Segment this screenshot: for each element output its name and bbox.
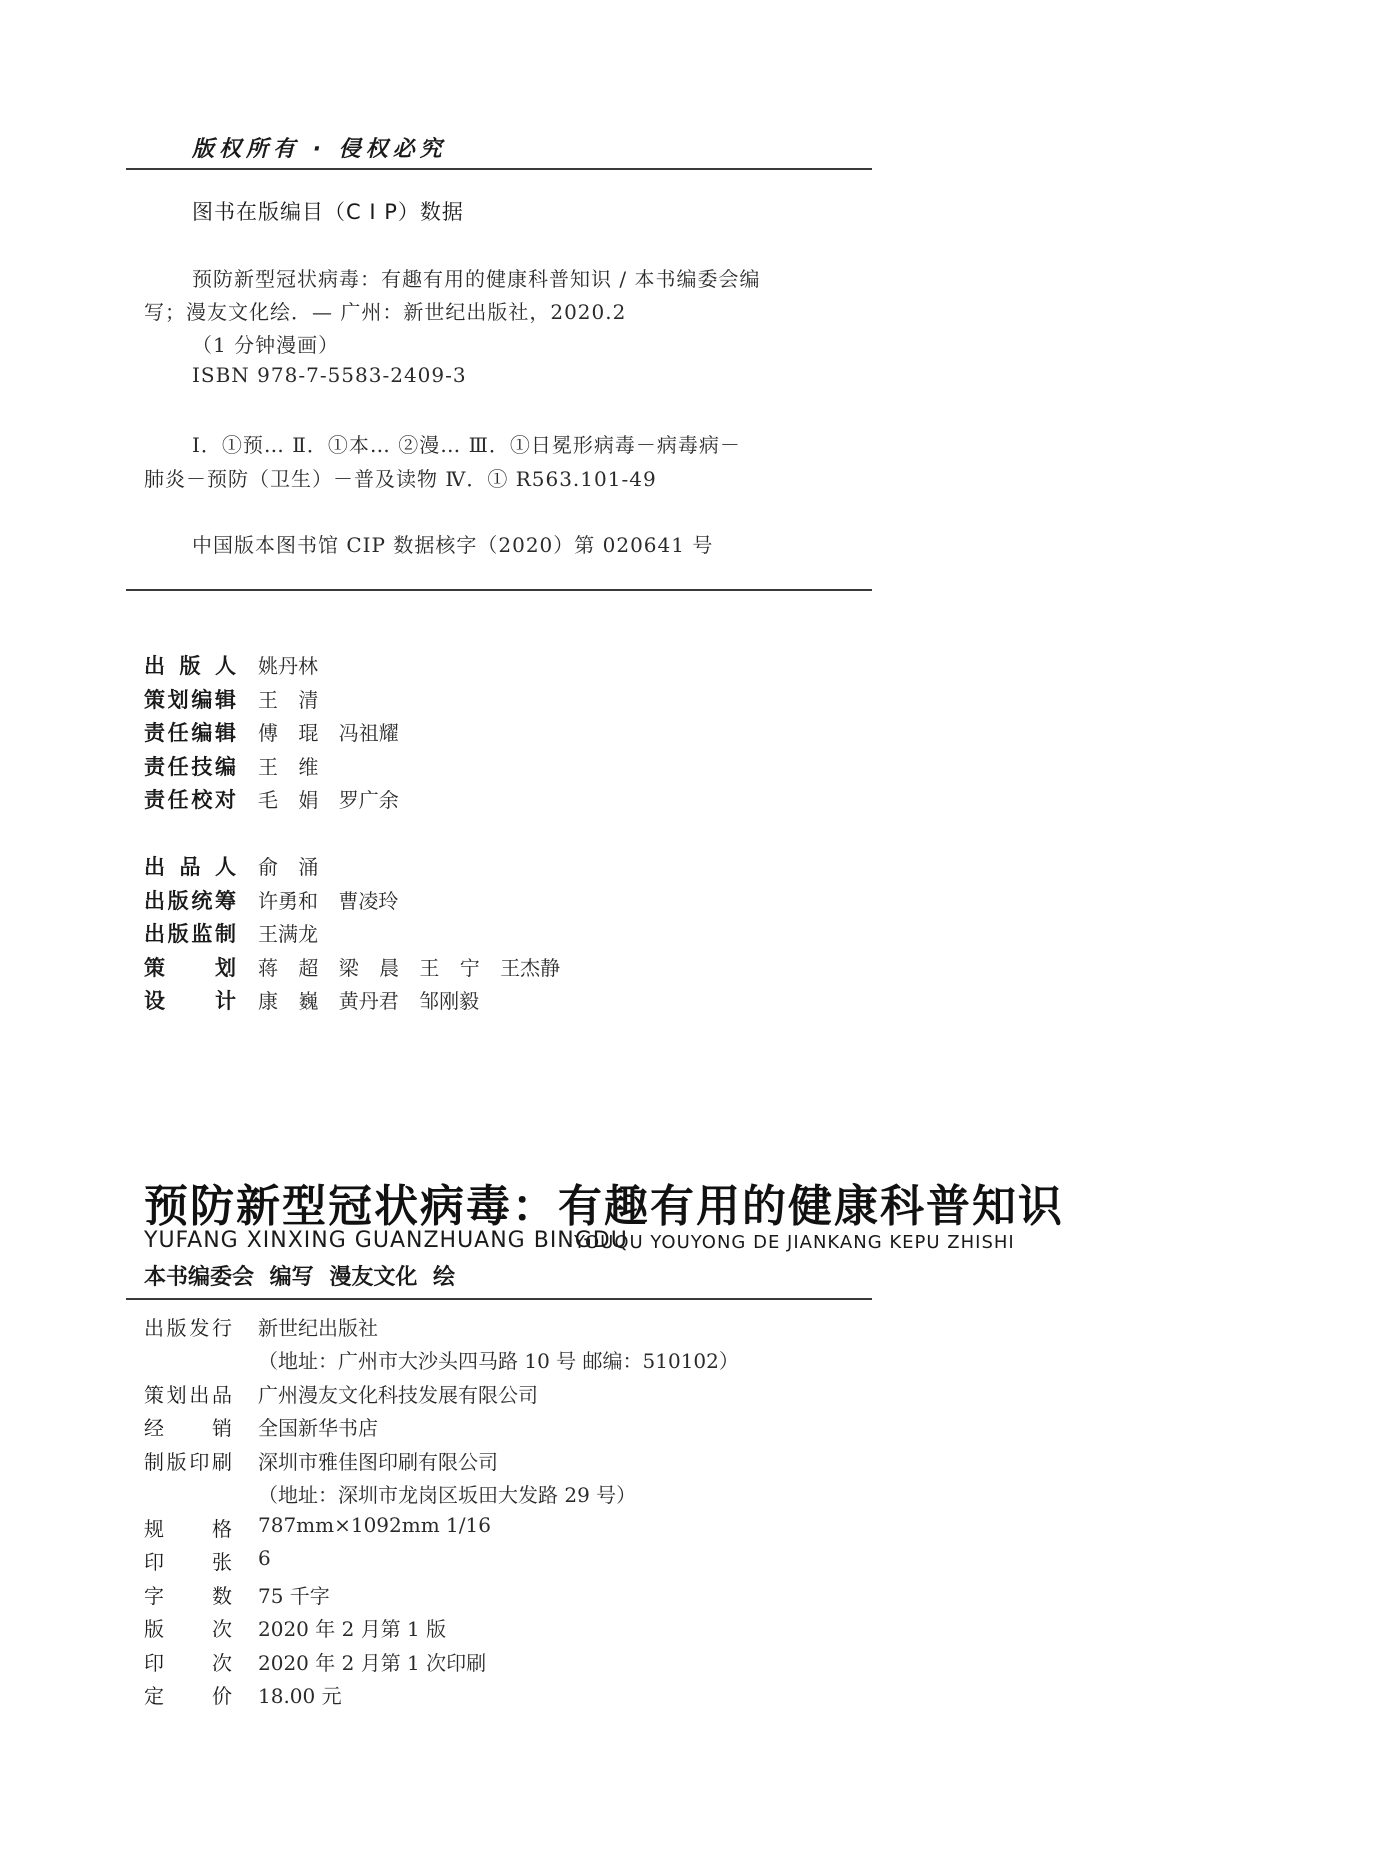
info-label: 策划出品 xyxy=(144,1383,232,1407)
info-value: （地址：广州市大沙头四马路 10 号 邮编：510102） xyxy=(258,1349,739,1373)
info-value: 18.00 元 xyxy=(258,1684,342,1708)
info-label: 印张 xyxy=(144,1550,232,1574)
info-label: 制版印刷 xyxy=(144,1450,232,1474)
info-label: 印次 xyxy=(144,1651,232,1675)
info-value: 深圳市雅佳图印刷有限公司 xyxy=(258,1450,498,1474)
title-divider xyxy=(126,1298,872,1300)
credit-label: 责任校对 xyxy=(144,788,236,812)
credit-names: 康 巍 黄丹君 邹刚毅 xyxy=(258,989,480,1013)
info-value: 75 千字 xyxy=(258,1584,330,1608)
credit-names: 王 清 xyxy=(258,688,319,712)
credit-label: 责任技编 xyxy=(144,755,236,779)
info-label: 经销 xyxy=(144,1416,232,1440)
credit-label: 策划编辑 xyxy=(144,688,236,712)
book-title-chinese: 预防新型冠状病毒：有趣有用的健康科普知识 xyxy=(144,1181,1064,1232)
cip-entry-line3: （1 分钟漫画） xyxy=(192,333,340,357)
info-value: （地址：深圳市龙岗区坂田大发路 29 号） xyxy=(258,1483,637,1507)
info-value: 2020 年 2 月第 1 次印刷 xyxy=(258,1651,487,1675)
credit-label: 出版人 xyxy=(144,654,236,678)
book-title-pinyin-1: YUFANG XINXING GUANZHUANG BINGDU xyxy=(144,1228,628,1253)
info-value: 全国新华书店 xyxy=(258,1416,378,1440)
info-label: 定价 xyxy=(144,1684,232,1708)
info-label: 字数 xyxy=(144,1584,232,1608)
credit-label: 出版统筹 xyxy=(144,889,236,913)
top-divider xyxy=(126,168,872,170)
credit-names: 俞 涌 xyxy=(258,855,319,879)
info-value: 广州漫友文化科技发展有限公司 xyxy=(258,1383,538,1407)
credit-names: 许勇和 曹凌玲 xyxy=(258,889,399,913)
book-authors: 本书编委会 编写 漫友文化 绘 xyxy=(144,1264,455,1290)
credit-label: 出版监制 xyxy=(144,922,236,946)
cip-entry-line1: 预防新型冠状病毒：有趣有用的健康科普知识 / 本书编委会编 xyxy=(192,267,761,291)
credit-names: 姚丹林 xyxy=(258,654,318,678)
credit-label: 责任编辑 xyxy=(144,721,236,745)
copyright-notice: 版权所有 · 侵权必究 xyxy=(192,137,447,162)
credit-names: 蒋 超 梁 晨 王 宁 王杰静 xyxy=(258,956,561,980)
credit-names: 王 维 xyxy=(258,755,319,779)
book-title-pinyin-2: YOUQU YOUYONG DE JIANKANG KEPU ZHISHI xyxy=(574,1232,1015,1253)
info-value: 787mm×1092mm 1/16 xyxy=(258,1513,491,1537)
credit-label: 设计 xyxy=(144,989,236,1013)
cip-bottom-divider xyxy=(126,589,872,591)
cip-heading: 图书在版编目（C I P）数据 xyxy=(192,200,464,224)
cip-record-number: 中国版本图书馆 CIP 数据核字（2020）第 020641 号 xyxy=(192,533,714,557)
cip-classification-line2: 肺炎－预防（卫生）－普及读物 Ⅳ．① R563.101-49 xyxy=(144,467,657,491)
credit-names: 傅 琨 冯祖耀 xyxy=(258,721,399,745)
cip-entry-line2: 写；漫友文化绘．— 广州：新世纪出版社，2020.2 xyxy=(144,300,627,324)
info-label: 版次 xyxy=(144,1617,232,1641)
credit-names: 毛 娟 罗广余 xyxy=(258,788,399,812)
credit-label: 出品人 xyxy=(144,855,236,879)
info-value: 2020 年 2 月第 1 版 xyxy=(258,1617,447,1641)
info-value: 新世纪出版社 xyxy=(258,1316,378,1340)
cip-classification-line1: Ⅰ．①预… Ⅱ．①本… ②漫… Ⅲ．①日冕形病毒－病毒病－ xyxy=(192,433,741,457)
info-label: 出版发行 xyxy=(144,1316,232,1340)
info-label: 规格 xyxy=(144,1517,232,1541)
credit-names: 王满龙 xyxy=(258,922,318,946)
info-value: 6 xyxy=(258,1546,271,1570)
credit-label: 策划 xyxy=(144,956,236,980)
cip-isbn: ISBN 978-7-5583-2409-3 xyxy=(192,363,467,387)
